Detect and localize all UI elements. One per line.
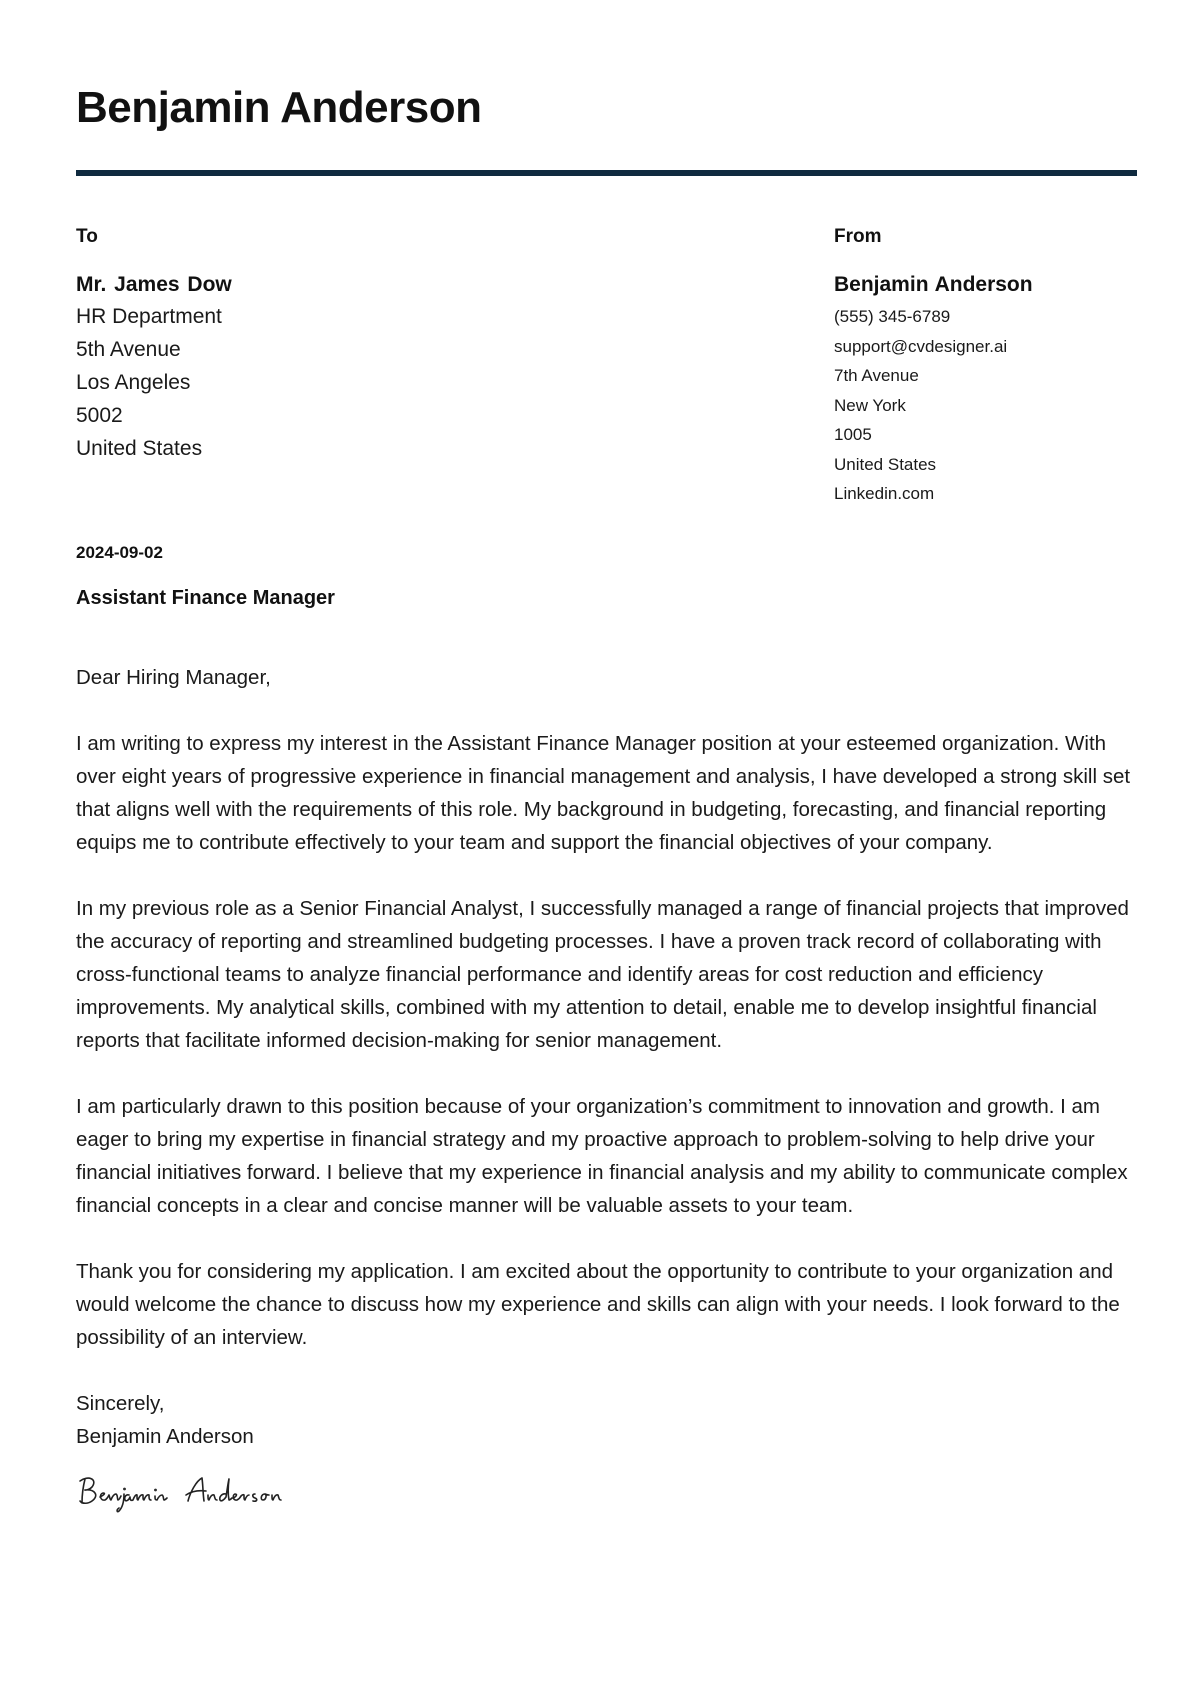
applicant-name-header: Benjamin Anderson (76, 83, 482, 132)
header-divider (76, 170, 1137, 176)
recipient-name: Mr. James Dow (76, 273, 232, 296)
sender-street: 7th Avenue (834, 366, 919, 385)
recipient-postcode: 5002 (76, 404, 123, 427)
sender-phone: (555) 345-6789 (834, 307, 951, 326)
greeting: Dear Hiring Manager, (76, 666, 271, 689)
recipient-label: To (76, 226, 98, 247)
letter-date: 2024-09-02 (76, 543, 163, 562)
sender-block (834, 222, 1154, 509)
sender-city: New York (834, 395, 906, 415)
recipient-city: Los Angeles (76, 371, 191, 394)
recipient-department: HR Department (76, 305, 222, 328)
letter-body (76, 661, 1151, 1527)
sender-email: support@cvdesigner.ai (834, 336, 1008, 356)
handwritten-signature (76, 1473, 316, 1517)
sender-label: From (834, 226, 882, 247)
sender-country: United States (834, 454, 937, 474)
recipient-country: United States (76, 437, 203, 460)
body-paragraph-2: In my previous role as a Senior Financial Analyst, I successfully managed a range of financial projects that improved the accuracy of reporting and streamlined budgeting processes. I have a proven track record of collaborating with cross-functional teams to analyze financial performance and identify areas for cost reduction and efficiency improvements. My analytical skills, combined with my attention to detail, enable me to develop insightful financial reports that facilitate informed decision-making for senior management. (76, 897, 1129, 1052)
body-paragraph-1: I am writing to express my interest in the Assistant Finance Manager position at your esteemed organization. With over eight years of progressive experience in financial management and analysis, I have developed a strong skill set that aligns well with the requirements of this role. My background in budgeting, forecasting, and financial reporting equips me to contribute effectively to your team and support the financial objectives of your company. (76, 732, 1131, 854)
closing-name: Benjamin Anderson (76, 1425, 254, 1448)
recipient-block (76, 222, 676, 465)
closing-block (76, 1387, 1151, 1453)
sender-postcode: 1005 (834, 425, 872, 444)
valediction: Sincerely, (76, 1392, 165, 1415)
body-paragraph-3: I am particularly drawn to this position because of your organization’s commitment to innovation and growth. I am eager to bring my expertise in financial strategy and my proactive approach to problem-solving to help drive your financial initiatives forward. I believe that my experience in financial analysis and my ability to communicate complex financial concepts in a clear and concise manner will be valuable assets to your team. (76, 1095, 1128, 1217)
body-paragraph-4: Thank you for considering my application. I am excited about the opportunity to contribute to your organization and would welcome the chance to discuss how my experience and skills can align with your needs. I look forward to the possibility of an interview. (76, 1260, 1120, 1349)
recipient-street: 5th Avenue (76, 338, 181, 361)
sender-name: Benjamin Anderson (834, 273, 1033, 296)
sender-linkedin: Linkedin.com (834, 484, 935, 503)
letter-subject: Assistant Finance Manager (76, 587, 335, 609)
